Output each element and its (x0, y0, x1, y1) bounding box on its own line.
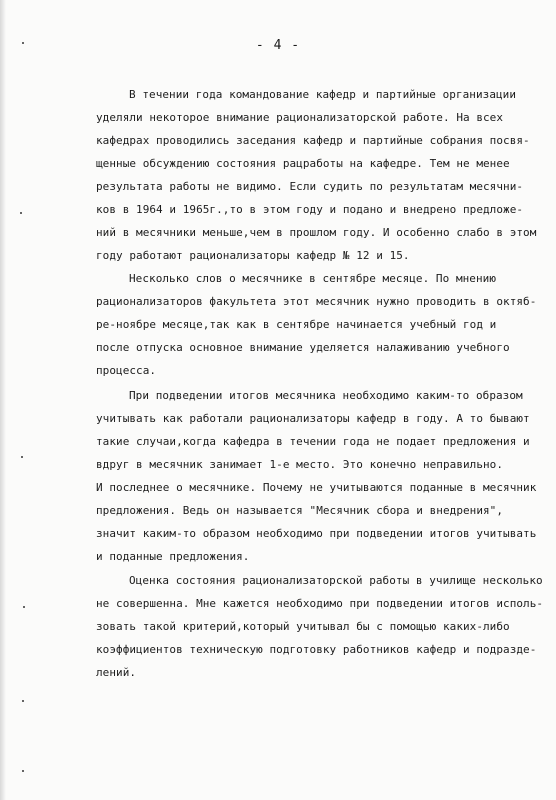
text-line: учитывать как работали рационализаторы кафедр в году. А то бывают (96, 412, 530, 425)
text-line: И последнее о месячнике. Почему не учитываются поданные в месячник (96, 481, 537, 494)
text-line: рационализаторов факультета этот месячник нужно проводить в октяб- (96, 295, 537, 308)
text-line: При подведении итогов месячника необходимо каким-то образом (129, 389, 523, 402)
scan-speck (20, 212, 22, 214)
text-line: году работают рационализаторы кафедр № 12 и 15. (96, 249, 410, 262)
scan-speck (23, 606, 25, 608)
text-line: значит каким-то образом необходимо при подведении итогов учитывать (96, 527, 537, 540)
scan-speck (22, 700, 24, 702)
text-line: и поданные предложения. (96, 550, 250, 563)
text-line: ний в месячники меньше,чем в прошлом году. И особенно слабо в этом (96, 226, 537, 239)
page-edge-shadow (0, 0, 6, 800)
text-line: Несколько слов о месячнике в сентябре месяце. По мнению (129, 272, 496, 285)
text-line: лений. (96, 666, 137, 679)
scan-speck (22, 770, 24, 772)
text-line: процесса. (96, 364, 157, 377)
text-line: В течении года командование кафедр и партийные организации (129, 88, 517, 101)
text-line: вдруг в месячник занимает 1-е место. Это конечно неправильно. (96, 458, 504, 471)
page-number: - 4 - (255, 38, 301, 53)
text-line: ре-ноябре месяце,так как в сентябре начинается учебный год и (96, 318, 497, 331)
text-line: ков в 1964 и 1965г.,то в этом году и подано и внедрено предложе- (96, 203, 524, 216)
text-line: после отпуска основное внимание уделяется налаживанию учебного (96, 341, 510, 354)
text-line: результата работы не видимо. Если судить по результатам месячни- (96, 180, 524, 193)
text-line: щенные обсуждению состояния рацработы на кафедре. Тем не менее (96, 157, 510, 170)
text-line: предложения. Ведь он называется "Месячник сбора и внедрения", (96, 504, 504, 517)
text-line: коэффициентов техническую подготовку работников кафедр и подразде- (96, 643, 537, 656)
text-line: такие случаи,когда кафедра в течении года не подает предложения и (96, 435, 530, 448)
text-line: кафедрах проводились заседания кафедр и партийные собрания посвя- (96, 134, 530, 147)
scan-speck (21, 456, 23, 458)
text-line: зовать такой критерий,который учитывал бы с помощью каких-либо (96, 620, 510, 633)
text-line: не совершенна. Мне кажется необходимо при подведении итогов исполь- (96, 597, 544, 610)
text-line: Оценка состояния рационализаторской работы в училище несколько (129, 574, 543, 587)
text-line: уделяли некоторое внимание рационализаторской работе. На всех (96, 111, 504, 124)
